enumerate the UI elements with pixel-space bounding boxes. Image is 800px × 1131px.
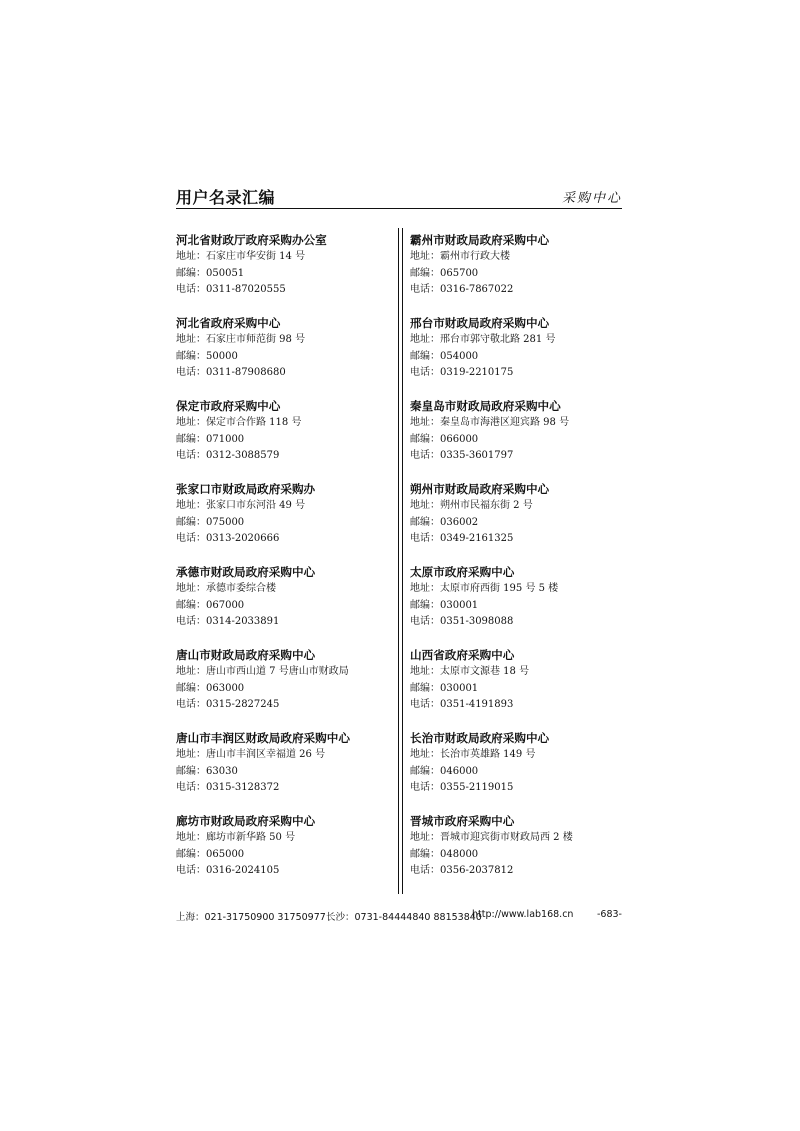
entry-address: 地址：保定市合作路 118 号	[176, 417, 302, 428]
entry-address: 地址：张家口市东河沿 49 号	[176, 500, 306, 511]
directory-entry	[410, 730, 620, 813]
entry-address: 地址：霸州市行政大楼	[410, 251, 510, 262]
left-column	[176, 232, 386, 896]
entry-name: 太原市政府采购中心	[410, 565, 515, 579]
entry-phone: 电话：0351-4191893	[410, 699, 514, 710]
entry-name: 朔州市财政局政府采购中心	[410, 482, 550, 496]
entry-address: 地址：邢台市郭守敬北路 281 号	[410, 334, 556, 345]
entry-name: 张家口市财政局政府采购办	[176, 482, 316, 496]
footer-shanghai-phone: 上海：021-31750900 31750977	[176, 912, 326, 923]
directory-entry	[176, 813, 386, 896]
entry-postcode: 邮编：065700	[410, 267, 479, 279]
entry-phone: 电话：0351-3098088	[410, 616, 514, 627]
entry-phone: 电话：0312-3088579	[176, 450, 280, 461]
page-footer	[176, 909, 622, 923]
entry-postcode: 邮编：067000	[176, 599, 245, 611]
entry-phone: 电话：0356-2037812	[410, 865, 514, 876]
entry-postcode: 邮编：50000	[176, 350, 238, 362]
directory-entry	[410, 564, 620, 647]
section-title: 采购中心	[561, 191, 622, 206]
entry-phone: 电话：0349-2161325	[410, 533, 514, 544]
entry-name: 长治市财政局政府采购中心	[410, 731, 550, 745]
entry-address: 地址：唐山市西山道 7 号唐山市财政局	[176, 666, 349, 677]
entry-address: 地址：晋城市迎宾街市财政局西 2 楼	[410, 832, 573, 843]
entry-phone: 电话：0316-2024105	[176, 865, 280, 876]
entry-phone: 电话：0315-3128372	[176, 782, 280, 793]
entry-postcode: 邮编：030001	[410, 599, 479, 611]
entry-phone: 电话：0311-87020555	[176, 284, 286, 295]
directory-entry	[410, 813, 620, 896]
entry-address: 地址：太原市府西街 195 号 5 楼	[410, 583, 559, 594]
entry-name: 秦皇岛市财政局政府采购中心	[410, 399, 561, 413]
entry-phone: 电话：0335-3601797	[410, 450, 514, 461]
directory-entry	[176, 398, 386, 481]
entry-address: 地址：石家庄市师范街 98 号	[176, 334, 306, 345]
right-column	[410, 232, 620, 896]
entry-address: 地址：太原市文源巷 18 号	[410, 666, 530, 677]
footer-changsha-phone: 长沙：0731-84444840 88153840	[326, 912, 482, 923]
entry-phone: 电话：0314-2033891	[176, 616, 280, 627]
entry-postcode: 邮编：066000	[410, 433, 479, 445]
entry-name: 河北省财政厅政府采购办公室	[176, 233, 327, 247]
entry-name: 山西省政府采购中心	[410, 648, 515, 662]
entry-postcode: 邮编：63030	[176, 765, 238, 777]
entry-postcode: 邮编：071000	[176, 433, 245, 445]
directory-entry	[410, 481, 620, 564]
entry-phone: 电话：0311-87908680	[176, 367, 286, 378]
entry-phone: 电话：0316-7867022	[410, 284, 514, 295]
header-rule	[176, 208, 622, 209]
entry-name: 承德市财政局政府采购中心	[176, 565, 316, 579]
entry-name: 晋城市政府采购中心	[410, 814, 515, 828]
page-title: 用户名录汇编	[176, 188, 276, 207]
entry-address: 地址：石家庄市华安街 14 号	[176, 251, 306, 262]
directory-entry	[410, 315, 620, 398]
directory-entry	[176, 647, 386, 730]
entry-address: 地址：承德市委综合楼	[176, 583, 276, 594]
entry-postcode: 邮编：030001	[410, 682, 479, 694]
page-number: -683-	[597, 909, 622, 920]
entry-address: 地址：朔州市民福东街 2 号	[410, 500, 533, 511]
directory-entry	[176, 232, 386, 315]
directory-entry	[176, 315, 386, 398]
directory-entry	[176, 481, 386, 564]
entry-name: 河北省政府采购中心	[176, 316, 281, 330]
entry-name: 唐山市财政局政府采购中心	[176, 648, 316, 662]
entry-postcode: 邮编：036002	[410, 516, 479, 528]
entry-phone: 电话：0315-2827245	[176, 699, 280, 710]
entry-address: 地址：秦皇岛市海港区迎宾路 98 号	[410, 417, 570, 428]
entry-postcode: 邮编：065000	[176, 848, 245, 860]
entry-postcode: 邮编：054000	[410, 350, 479, 362]
entry-name: 唐山市丰润区财政局政府采购中心	[176, 731, 350, 745]
entry-phone: 电话：0313-2020666	[176, 533, 280, 544]
entry-address: 地址：长治市英雄路 149 号	[410, 749, 536, 760]
entry-postcode: 邮编：050051	[176, 267, 245, 279]
entry-name: 保定市政府采购中心	[176, 399, 281, 413]
column-divider	[398, 228, 403, 894]
directory-entry	[410, 398, 620, 481]
entry-postcode: 邮编：046000	[410, 765, 479, 777]
entry-name: 邢台市财政局政府采购中心	[410, 316, 550, 330]
directory-entry	[410, 232, 620, 315]
entry-postcode: 邮编：048000	[410, 848, 479, 860]
entry-phone: 电话：0355-2119015	[410, 782, 514, 793]
directory-entry	[410, 647, 620, 730]
entry-name: 廊坊市财政局政府采购中心	[176, 814, 316, 828]
entry-phone: 电话：0319-2210175	[410, 367, 514, 378]
directory-entry	[176, 564, 386, 647]
entry-name: 霸州市财政局政府采购中心	[410, 233, 550, 247]
entry-postcode: 邮编：075000	[176, 516, 245, 528]
directory-entry	[176, 730, 386, 813]
entry-postcode: 邮编：063000	[176, 682, 245, 694]
entry-address: 地址：廊坊市新华路 50 号	[176, 832, 296, 843]
entry-address: 地址：唐山市丰润区幸福道 26 号	[176, 749, 326, 760]
footer-website-link[interactable]: http://www.lab168.cn	[472, 909, 574, 920]
